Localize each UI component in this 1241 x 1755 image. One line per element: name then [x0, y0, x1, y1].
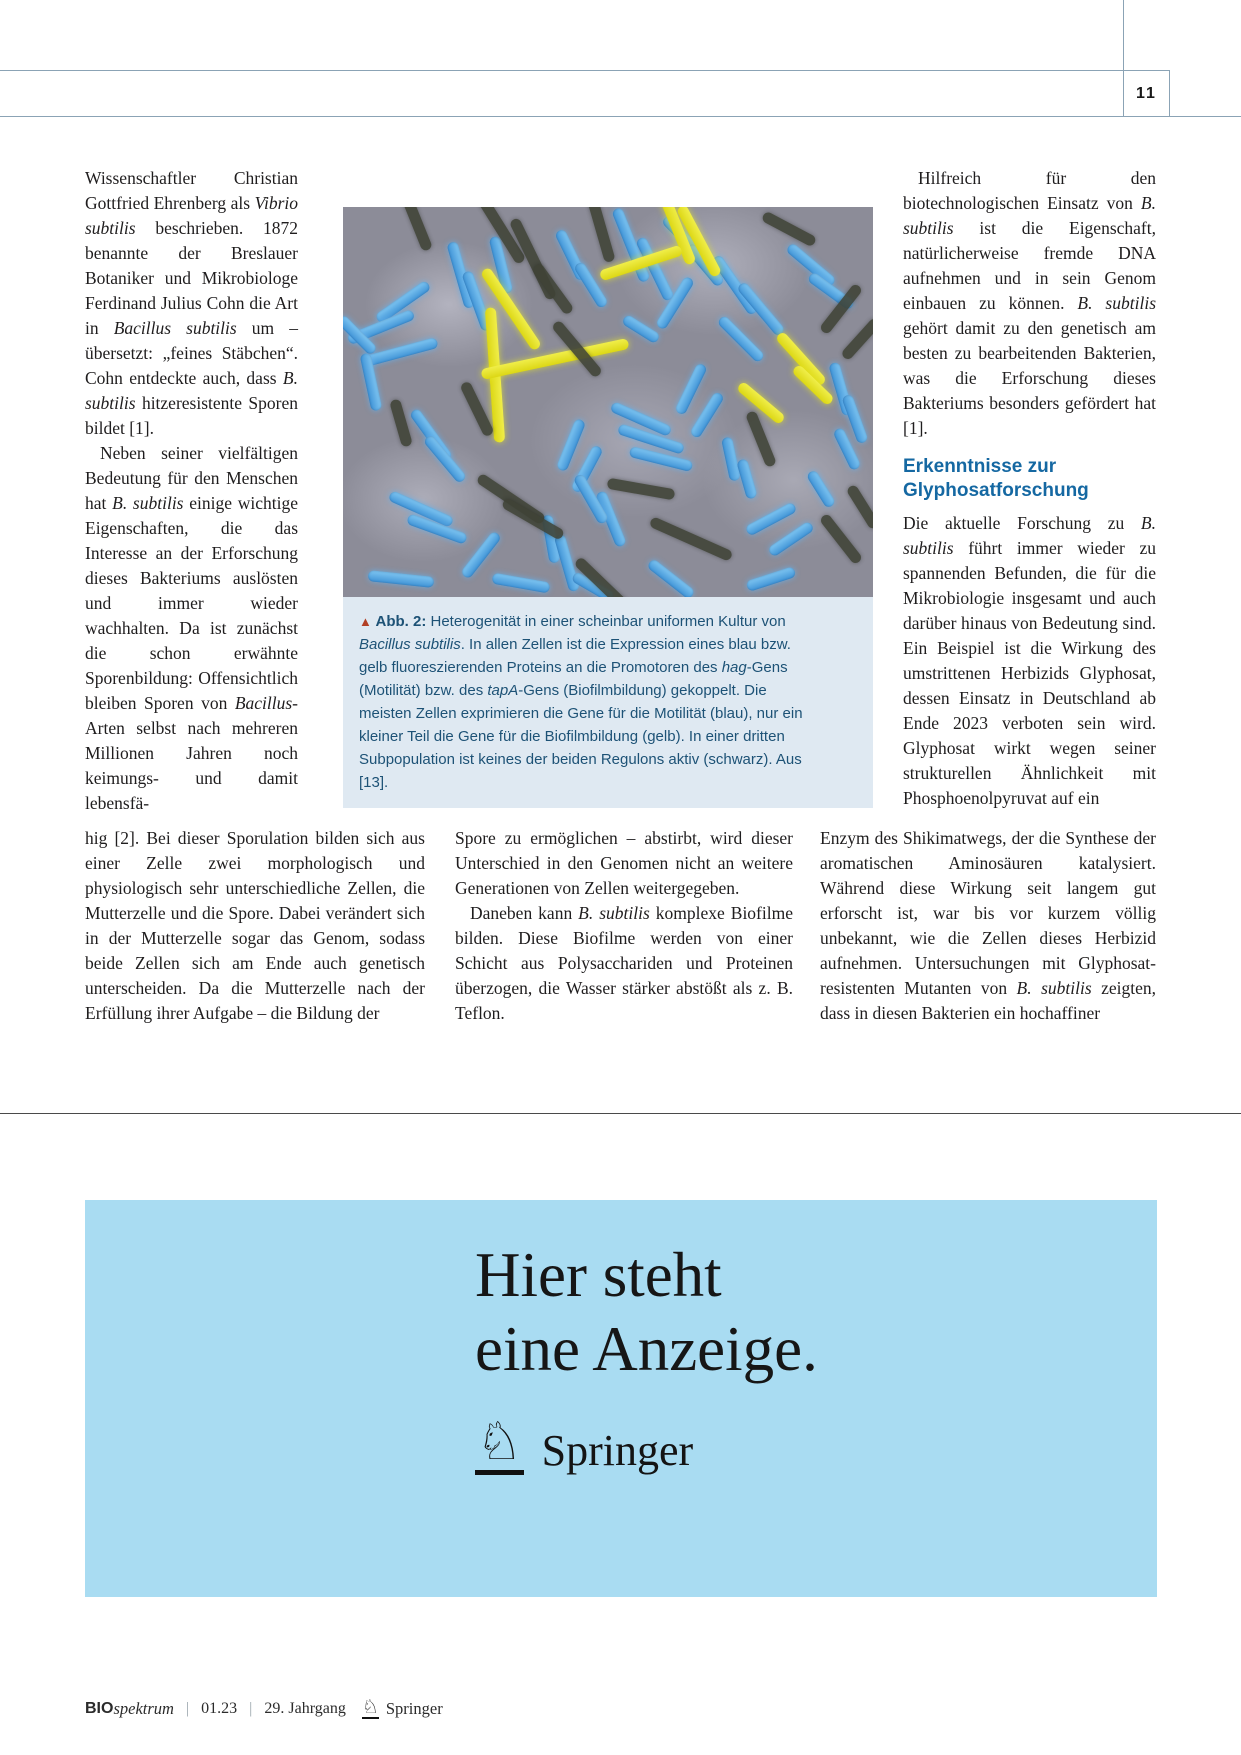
bacterium-rod: [745, 501, 798, 536]
bacterium-rod: [607, 478, 676, 501]
text-run: komplexe Biofilme bilden. Diese Biofilme werden von einer Schicht aus Polysacchariden und Proteinen überzogen, die Wasser stärker abstößt als z. B. Teflon.: [455, 903, 793, 1023]
text-run: Die aktuelle Forschung zu: [903, 513, 1141, 533]
text-run: Bacillus: [234, 693, 293, 713]
bacterium-rod: [736, 281, 786, 337]
text-run: . In allen Zellen ist die Expression eines blau bzw. gelb fluoreszierenden Proteins an die Promotoren des: [359, 636, 791, 676]
bacterium-rod: [819, 513, 863, 565]
bacterium-rod: [501, 497, 565, 541]
text-run: hag: [721, 659, 747, 676]
header-rule-bottom: [0, 116, 1241, 117]
paragraph: [85, 826, 425, 1026]
magazine-name-bold: BIO: [85, 1699, 114, 1717]
page-number: 11: [1136, 84, 1157, 102]
bacterium-rod: [423, 434, 467, 484]
section-heading: Erkenntnisse zur Glyphosatforschung: [903, 456, 1089, 501]
springer-horse-icon: ♘: [475, 1418, 524, 1475]
bacterium-rod: [480, 338, 629, 380]
advertisement: [85, 1200, 1157, 1597]
text-run: hitzeresistente Sporen bildet [1].: [85, 393, 298, 438]
bacterium-rod: [689, 391, 725, 439]
ad-headline: [475, 1238, 818, 1386]
footer-issue: 01.23: [201, 1699, 238, 1717]
text-run: B. subtilis: [578, 903, 650, 923]
column-1-wide: [85, 826, 425, 1026]
bacterium-rod: [721, 436, 741, 481]
paragraph: [455, 826, 793, 901]
text-run: B. subtilis: [112, 493, 184, 513]
text-run: Neben seiner vielfältigen Bedeutung für den Menschen hat: [85, 443, 298, 513]
bacterium-rod: [586, 207, 615, 263]
springer-logo: [475, 1412, 694, 1476]
bacterium-rod: [491, 573, 550, 594]
text-run: führt immer wieder zu spannenden Befunden, die für die Mikrobiologie insgesamt und auch darüber hinaus von Bedeutung sind. Ein Beispiel ist die Wirkung des umstrittenen Herbizids Glyphosat, dessen Einsatz in Deutschland ab Ende 2023 verboten sein wird. Glyphosat wirkt wegen seiner strukturellen Ähnlichkeit mit Phosphoenolpyruvat auf ein: [903, 538, 1156, 808]
paragraph: [903, 166, 1156, 441]
text-run: um – übersetzt: „feines Stäbchen“. Cohn entdeckte auch, dass: [85, 318, 298, 388]
text-run: Bacillus subtilis: [113, 318, 237, 338]
bacterium-rod: [761, 211, 817, 248]
text-run: Daneben kann: [470, 903, 579, 923]
footer: [85, 1698, 443, 1719]
text-run: B. subtilis: [1077, 293, 1157, 313]
magazine-name-italic: spektrum: [113, 1698, 174, 1718]
paragraph: [820, 826, 1156, 1026]
bacterium-rod: [363, 337, 438, 367]
text-run: gehört damit zu den genetisch am besten zu bearbeitenden Bakterien, was die Erforschung dieses Bakteriums besonders gefördert hat [1].: [903, 318, 1156, 438]
bacterium-rod: [389, 398, 413, 447]
footer-springer-brand: Springer: [385, 1698, 443, 1718]
bacterium-rod: [806, 469, 837, 509]
text-run: Bacillus subtilis: [359, 636, 461, 653]
column-2: [455, 826, 793, 1026]
paragraph: [85, 441, 298, 816]
text-run: -Arten selbst nach mehreren Millionen Jahren noch keimungs- und damit lebensfä-: [85, 693, 298, 813]
paragraph: [903, 511, 1156, 811]
bacterium-rod: [767, 520, 815, 557]
column-3-wide: [820, 826, 1156, 1026]
text-run: zeigten, dass in diesen Bakterien ein hochaffiner: [820, 978, 1157, 1023]
footer-separator: |: [249, 1699, 253, 1717]
bacterium-rod: [532, 262, 575, 315]
footer-separator: |: [185, 1699, 190, 1717]
bacterium-rod: [401, 207, 433, 252]
figure-caption-text: [359, 610, 809, 794]
footer-volume: 29. Jahrgang: [264, 1699, 346, 1717]
text-run: Hilfreich für den biotechnologischen Einsatz von: [903, 168, 1156, 213]
bacterium-rod: [556, 418, 586, 472]
bacterium-rod: [646, 558, 695, 597]
ad-headline-line2: eine Anzeige.: [475, 1314, 818, 1384]
bacterium-rod: [736, 458, 758, 499]
text-run: Wissenschaftler Christian Gottfried Ehrenberg als: [85, 168, 298, 213]
text-run: -Gens (Motilität) bzw. des: [359, 659, 788, 699]
bacterium-rod: [674, 362, 708, 415]
text-run: B. subtilis: [903, 193, 1156, 238]
bacterium-rod: [621, 314, 661, 345]
column-1-narrow: [85, 166, 298, 816]
paragraph: [85, 166, 298, 441]
springer-brand-name: Springer: [541, 1426, 694, 1476]
ad-divider-rule: [0, 1113, 1241, 1114]
bacterium-rod: [717, 315, 766, 364]
bacterium-rod: [746, 566, 797, 592]
text-run: B. subtilis: [85, 368, 298, 413]
text-run: Enzym des Shikimatwegs, der die Synthese der aromatischen Aminosäuren katalysiert. Während diese Wirkung seit langem gut erforscht ist, war bis vor kurzem völlig unbekannt, wie die Zellen dieses Herbizid aufnehmen. Untersuchungen mit Glyphosat-resistenten Mutanten von: [820, 828, 1156, 998]
text-run: ist die Eigenschaft, natürlicherweise fremde DNA aufnehmen und in sein Genom einbauen zu können.: [903, 218, 1156, 313]
header-rule-top: [0, 70, 1169, 71]
bacterium-rod: [840, 317, 873, 362]
bacterium-rod: [629, 446, 694, 472]
text-run: -Gens (Biofilmbildung) gekoppelt. Die meisten Zellen exprimieren die Gene für die Motilität (blau), nur ein kleiner Teil die Gene für die Biofilmbildung (gelb). In einer dritten Subpopulation ist keines der beiden Regulons aktiv (schwarz). Aus [13].: [359, 682, 803, 791]
text-run: einige wichtige Eigenschaften, die das Interesse an der Erforschung dieses Bakteriums auslösten und immer wieder wachhalten. Da ist zunächst die schon erwähnte Sporenbildung: Offensichtlich bleiben Sporen von: [85, 493, 298, 713]
bacterium-rod: [649, 516, 734, 562]
column-3-body: [903, 511, 1156, 811]
text-run: Abb. 2:: [375, 613, 431, 630]
bacterium-rod: [736, 381, 786, 425]
figure-photo: [343, 207, 873, 597]
bacterium-rod: [459, 381, 494, 438]
text-run: B. subtilis: [903, 513, 1156, 558]
column-3-narrow: [903, 166, 1156, 811]
text-run: hig [2]. Bei dieser Sporulation bilden sich aus einer Zelle zwei morphologisch und physiologisch sehr unterschiedliche Zellen, die Mutterzelle und die Spore. Dabei verändert sich in der Mutterzelle sogar das Genom, sodass beide Zellen sich am Ende auch genetisch unterscheiden. Da die Mutterzelle nach der Erfüllung ihrer Aufgabe – die Bildung der: [85, 828, 425, 1023]
pagenumber-box-rule: [1169, 70, 1170, 117]
springer-horse-icon-small: ♘: [361, 1696, 379, 1718]
text-run: beschrieben. 1872 benannte der Breslauer Botaniker und Mikrobiologe Ferdinand Julius Cohn die Art in: [85, 218, 298, 338]
bacterium-rod: [846, 484, 873, 531]
paragraph: [455, 901, 793, 1026]
column-3-top: [903, 166, 1156, 441]
figure-2: [343, 207, 873, 808]
text-run: Vibrio subtilis: [85, 193, 298, 238]
figure-caption: [343, 597, 873, 808]
bacterium-rod: [368, 570, 435, 588]
text-run: ▲: [359, 614, 376, 629]
text-run: Spore zu ermöglichen – abstirbt, wird dieser Unterschied in den Genomen nicht an weitere Generationen von Zellen weitergegeben.: [455, 828, 793, 898]
ad-headline-line1: Hier steht: [475, 1240, 722, 1310]
text-run: tapA: [487, 682, 519, 699]
text-run: Heterogenität in einer scheinbar uniformen Kultur von: [430, 613, 786, 630]
text-run: B. subtilis: [1016, 978, 1092, 998]
